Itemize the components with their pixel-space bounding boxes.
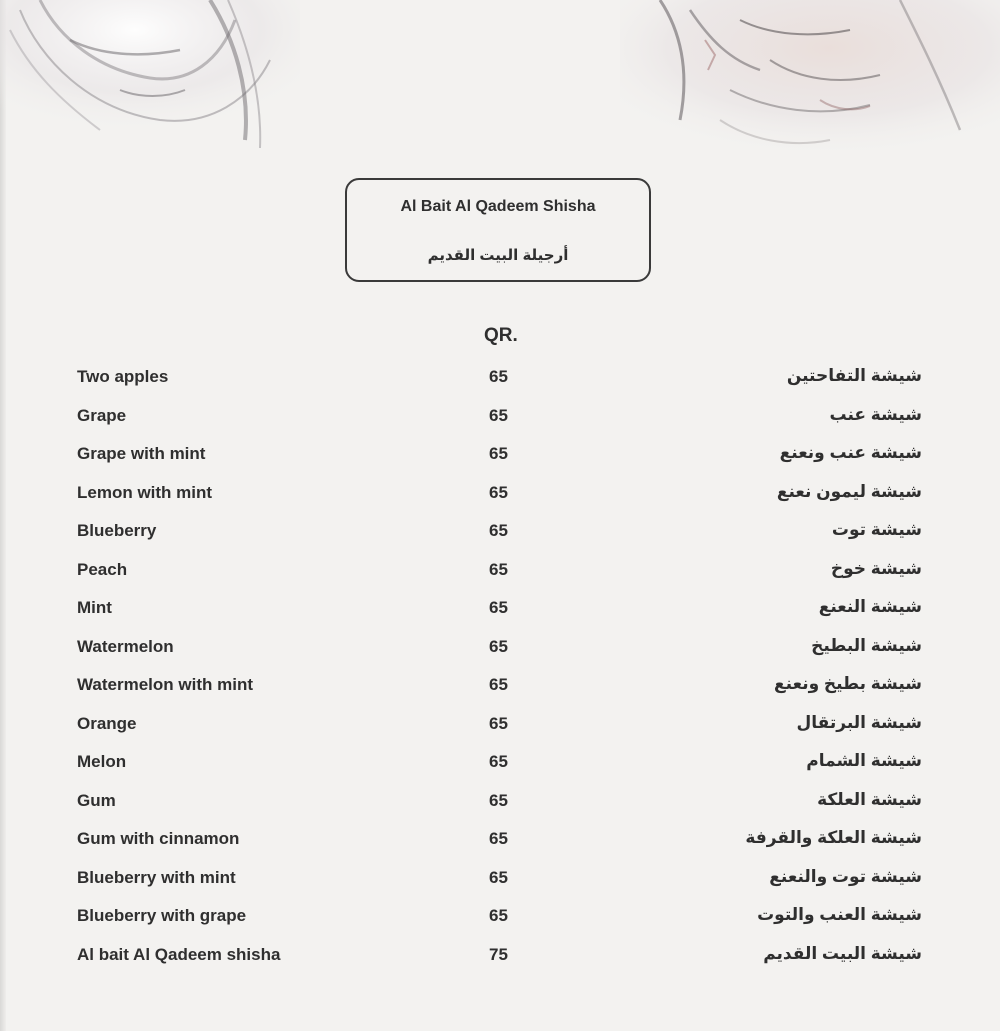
item-name-english: Orange [77, 713, 137, 733]
menu-item [0, 746, 1000, 785]
item-name-english: Grape [77, 405, 127, 425]
menu-item [0, 631, 1000, 670]
item-name-arabic: شيشة البيت القديم [763, 943, 922, 963]
item-name-arabic: شيشة خوخ [830, 558, 922, 578]
item-price: 65 [489, 444, 508, 463]
item-price: 65 [489, 636, 508, 656]
item-price: 65 [489, 867, 508, 887]
menu-item [0, 785, 1000, 824]
item-name-arabic: شيشة توت والنعنع [769, 866, 922, 886]
item-price: 65 [489, 405, 508, 425]
item-name-arabic: شيشة عنب ونعنع [779, 443, 922, 462]
menu-item [0, 862, 1000, 901]
item-price: 65 [489, 482, 508, 502]
item-name-arabic: شيشة العلكة والقرفة [745, 828, 922, 847]
item-name-arabic: شيشة بطيخ ونعنع [774, 674, 922, 693]
menu-item [0, 515, 1000, 554]
currency-label: QR. [484, 325, 518, 346]
item-name-english: Gum [77, 790, 116, 810]
item-name-english: Watermelon with mint [77, 675, 253, 694]
sketch-face-image [0, 0, 300, 150]
item-name-english: Two apples [77, 367, 169, 386]
item-name-arabic: شيشة البطيخ [811, 635, 922, 655]
item-name-english: Lemon with mint [77, 482, 213, 502]
item-price: 65 [489, 559, 508, 579]
menu-item [0, 939, 1000, 978]
menu-item [0, 554, 1000, 593]
item-price: 65 [489, 829, 508, 848]
menu-item [0, 823, 1000, 862]
menu-item [0, 400, 1000, 439]
item-name-arabic: شيشة التفاحتين [786, 366, 922, 385]
item-price: 65 [489, 521, 508, 540]
item-price: 65 [489, 906, 508, 925]
item-name-english: Blueberry with grape [77, 906, 247, 925]
menu-item [0, 438, 1000, 477]
item-name-arabic: شيشة النعنع [818, 597, 922, 616]
item-name-arabic: شيشة العلكة [817, 789, 922, 809]
item-name-english: Melon [77, 752, 127, 771]
item-name-english: Mint [77, 598, 112, 617]
menu-item [0, 900, 1000, 939]
item-price: 65 [489, 367, 508, 386]
item-name-arabic: شيشة الشمام [806, 751, 922, 770]
item-name-arabic: شيشة العنب والتوت [757, 905, 922, 924]
item-name-arabic: شيشة توت [831, 520, 922, 539]
menu-title-arabic: أرجيلة البيت القديم [427, 247, 569, 264]
menu-item [0, 708, 1000, 747]
sketch-elder-face-image [620, 0, 1000, 160]
menu-item [0, 477, 1000, 516]
item-price: 75 [489, 944, 508, 964]
menu-item [0, 669, 1000, 708]
item-name-english: Peach [77, 559, 128, 579]
menu-item [0, 592, 1000, 631]
item-price: 65 [489, 598, 508, 617]
item-price: 65 [489, 752, 508, 771]
item-name-english: Al bait Al Qadeem shisha [77, 944, 281, 964]
item-name-arabic: شيشة البرتقال [796, 712, 922, 732]
item-price: 65 [489, 675, 508, 694]
item-name-arabic: شيشة عنب [829, 404, 922, 424]
item-name-arabic: شيشة ليمون نعنع [776, 481, 922, 501]
menu-title-box [345, 178, 651, 282]
item-name-english: Gum with cinnamon [77, 829, 240, 848]
menu-item-list [0, 361, 1000, 977]
menu-item [0, 361, 1000, 400]
item-name-english: Grape with mint [77, 444, 206, 463]
item-name-english: Watermelon [77, 636, 174, 656]
menu-title-english: Al Bait Al Qadeem Shisha [400, 198, 596, 215]
item-price: 65 [489, 790, 508, 810]
item-name-english: Blueberry [77, 521, 157, 540]
item-price: 65 [489, 713, 508, 733]
item-name-english: Blueberry with mint [77, 867, 236, 887]
